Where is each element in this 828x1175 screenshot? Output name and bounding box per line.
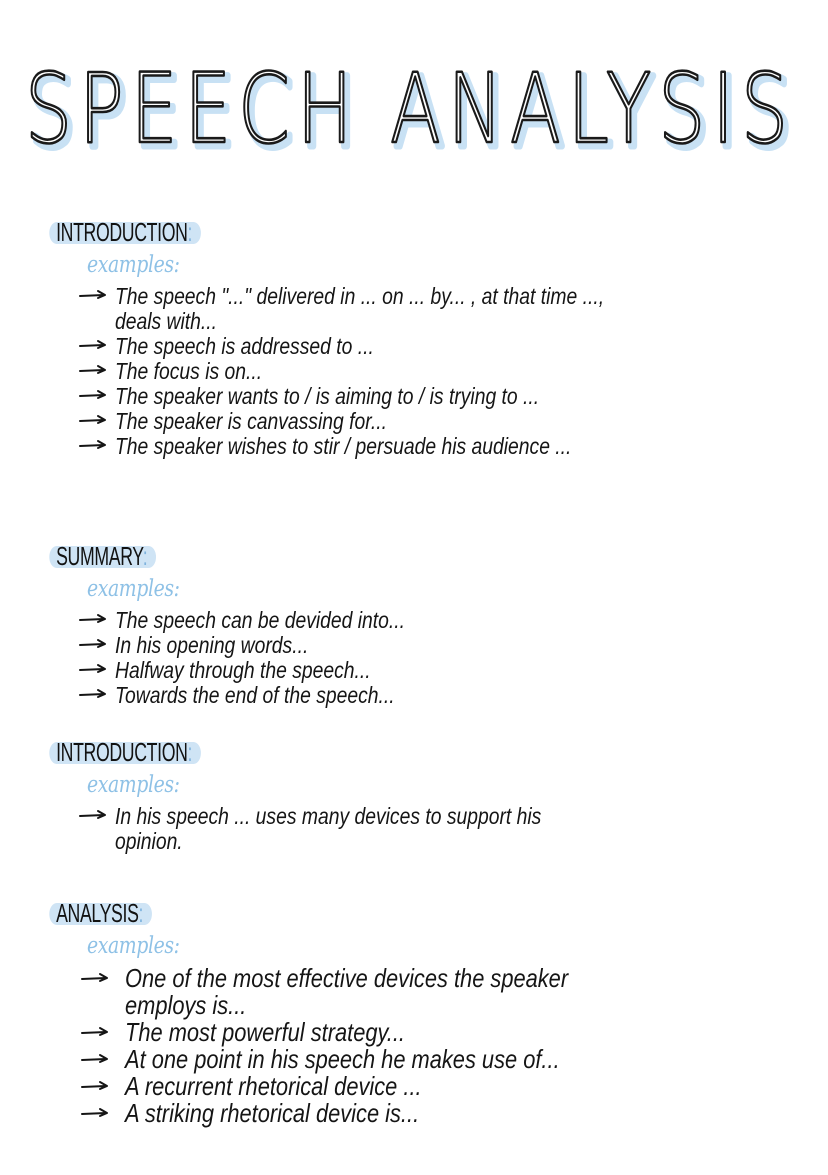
arrow-right-icon xyxy=(78,635,108,655)
arrow-right-icon xyxy=(78,610,108,630)
list-item xyxy=(0,1073,745,1100)
arrow-right-icon xyxy=(80,969,110,989)
section-analysis xyxy=(0,897,828,1127)
example-list xyxy=(0,804,828,854)
list-item xyxy=(0,633,735,658)
list-item-text: The speaker wants to / is aiming to / is trying to ... xyxy=(115,383,540,409)
list-item-text: The focus is on... xyxy=(115,358,263,384)
arrow-right-icon xyxy=(78,806,108,826)
section-heading: INTRODUCTION: xyxy=(52,216,198,248)
list-item xyxy=(0,1100,745,1127)
list-item-text: A striking rhetorical device is... xyxy=(125,1098,420,1128)
list-item-text: The speech can be devided into... xyxy=(115,607,406,633)
list-item xyxy=(0,434,735,459)
section-heading-text: SUMMARY xyxy=(56,541,143,571)
example-list xyxy=(0,284,828,459)
page-title: SPEECH ANALYSIS xyxy=(25,53,795,165)
arrow-right-icon xyxy=(78,436,108,456)
examples-label: examples: xyxy=(87,933,180,959)
list-item-text: At one point in his speech he makes use of... xyxy=(125,1044,560,1074)
arrow-right-icon xyxy=(78,336,108,356)
list-item-text: A recurrent rhetorical device ... xyxy=(125,1071,422,1101)
section-introduction-2 xyxy=(0,736,828,854)
arrow-right-icon xyxy=(80,1077,110,1097)
examples-label: examples: xyxy=(87,772,180,798)
arrow-right-icon xyxy=(80,1050,110,1070)
list-item-text: Towards the end of the speech... xyxy=(115,682,395,708)
section-heading: ANALYSIS: xyxy=(52,897,149,929)
page-title-banner xyxy=(0,40,828,170)
list-item-text: The speaker is canvassing for... xyxy=(115,408,388,434)
list-item xyxy=(0,804,735,854)
section-introduction xyxy=(0,216,828,459)
section-heading-text: ANALYSIS xyxy=(56,898,139,928)
list-item-text: The speech is addressed to ... xyxy=(115,333,374,359)
list-item xyxy=(0,608,735,633)
examples-label: examples: xyxy=(87,576,180,602)
arrow-right-icon xyxy=(78,361,108,381)
arrow-right-icon xyxy=(78,411,108,431)
list-item xyxy=(0,334,735,359)
page-title-graphic xyxy=(0,40,828,170)
list-item xyxy=(0,284,735,334)
section-heading: SUMMARY: xyxy=(52,540,153,572)
list-item xyxy=(0,1046,745,1073)
page-title-shadow: SPEECH ANALYSIS xyxy=(29,57,799,169)
section-heading: INTRODUCTION: xyxy=(52,736,198,768)
arrow-right-icon xyxy=(78,386,108,406)
list-item xyxy=(0,1019,745,1046)
example-list xyxy=(0,608,828,708)
section-heading-text: INTRODUCTION xyxy=(56,737,188,767)
section-summary xyxy=(0,540,828,708)
list-item xyxy=(0,965,745,1019)
arrow-right-icon xyxy=(78,660,108,680)
list-item-text: The speech "..." delivered in ... on ... by... , at that time ..., deals with... xyxy=(115,283,605,334)
arrow-right-icon xyxy=(78,685,108,705)
list-item-text: The speaker wishes to stir / persuade his audience ... xyxy=(115,433,572,459)
list-item-text: In his opening words... xyxy=(115,632,309,658)
arrow-right-icon xyxy=(80,1104,110,1124)
list-item-text: In his speech ... uses many devices to support his opinion. xyxy=(115,803,542,854)
list-item-text: Halfway through the speech... xyxy=(115,657,371,683)
list-item xyxy=(0,359,735,384)
list-item xyxy=(0,409,735,434)
list-item xyxy=(0,384,735,409)
list-item xyxy=(0,658,735,683)
list-item-text: The most powerful strategy... xyxy=(125,1017,405,1047)
section-heading-text: INTRODUCTION xyxy=(56,217,188,247)
arrow-right-icon xyxy=(80,1023,110,1043)
list-item-text: One of the most effective devices the speaker employs is... xyxy=(125,963,569,1020)
list-item xyxy=(0,683,735,708)
examples-label: examples: xyxy=(87,252,180,278)
arrow-right-icon xyxy=(78,286,108,306)
example-list xyxy=(0,965,828,1127)
